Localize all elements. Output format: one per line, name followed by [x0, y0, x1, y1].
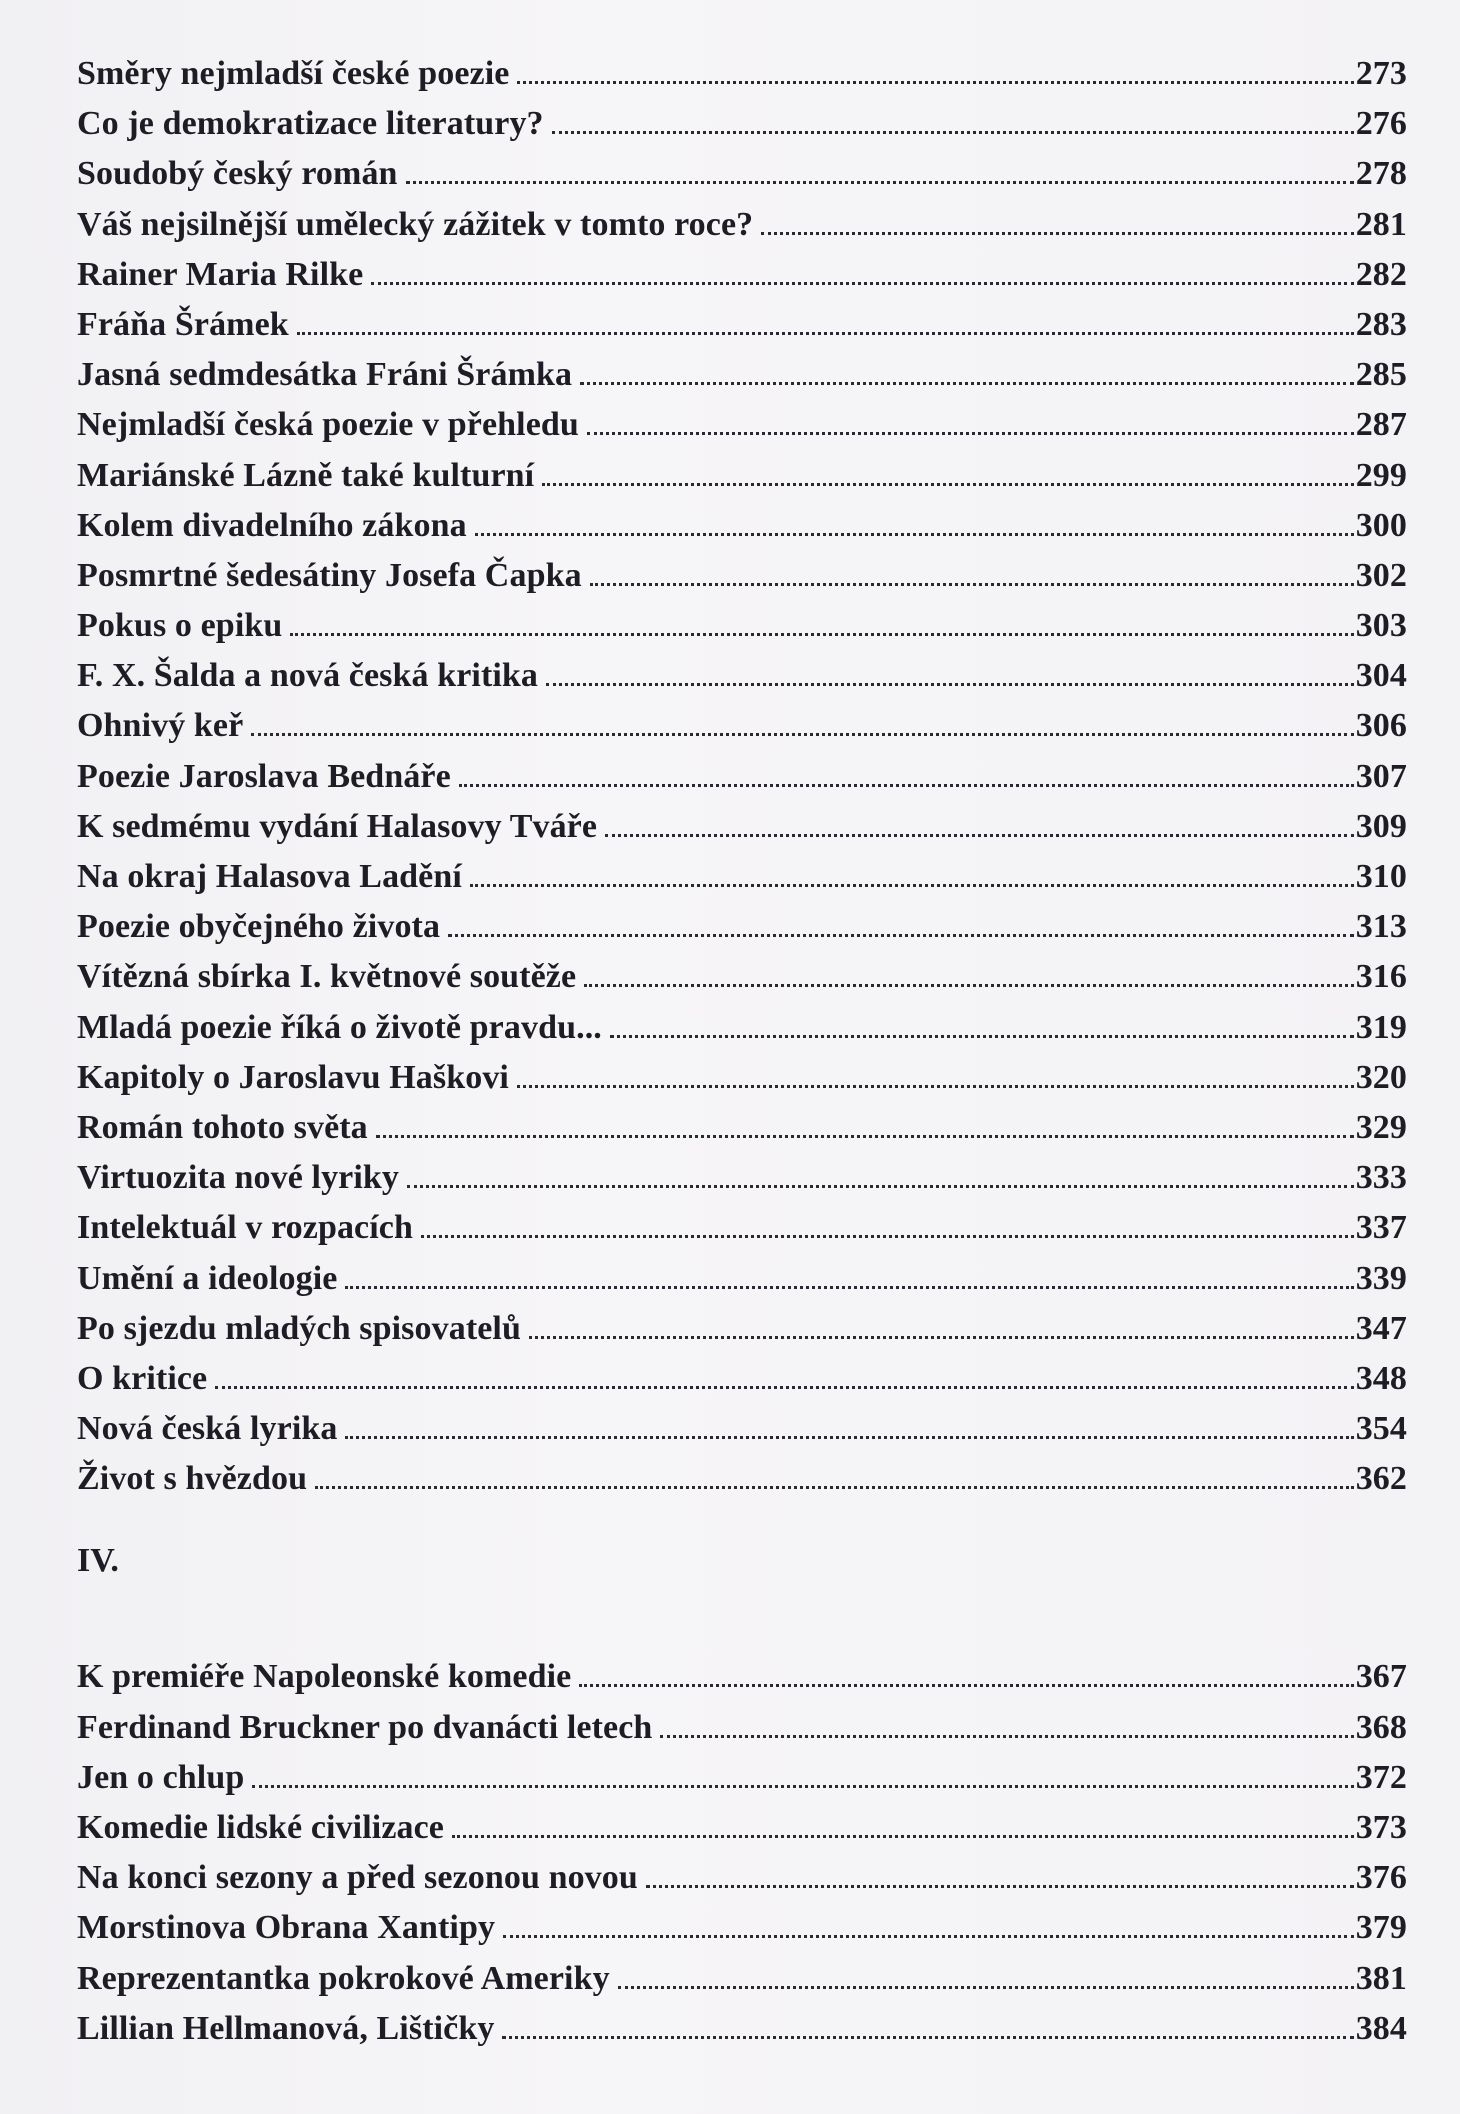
toc-entry-title: Kolem divadelního zákona: [77, 506, 467, 544]
toc-entry: [77, 701, 1407, 751]
toc-entry-page-number: 313: [1355, 908, 1407, 946]
toc-entry-title: Nová česká lyrika: [77, 1410, 338, 1448]
toc-entry-title: Co je demokratizace literatury?: [77, 105, 544, 143]
toc-entry: [77, 2004, 1407, 2054]
toc-entry-title: K premiéře Napoleonské komedie: [77, 1658, 572, 1696]
toc-entry: [77, 551, 1407, 601]
toc-entry-title: F. X. Šalda a nová česká kritika: [77, 657, 539, 695]
toc-entry: [77, 200, 1407, 250]
toc-entry: [77, 501, 1407, 551]
toc-entry: [77, 752, 1407, 802]
toc-entry-title: Virtuozita nové lyriky: [77, 1159, 400, 1197]
toc-entry: [77, 802, 1407, 852]
toc-entry-page-number: 379: [1355, 1909, 1407, 1947]
dot-leader: [660, 1735, 1353, 1738]
toc-entry-page-number: 282: [1355, 255, 1407, 293]
table-of-contents: [77, 49, 1407, 2054]
toc-entry-title: Směry nejmladší české poezie: [77, 55, 510, 92]
dot-leader: [452, 1835, 1354, 1838]
toc-entry: [77, 1954, 1407, 2004]
toc-entry: [77, 1354, 1407, 1404]
toc-entry: [77, 1304, 1407, 1354]
dot-leader: [503, 1935, 1354, 1938]
toc-entry-title: Váš nejsilnější umělecký zážitek v tomto roce?: [77, 205, 754, 243]
toc-entry-title: K sedmému vydání Halasovy Tváře: [77, 807, 598, 845]
toc-entry-page-number: 300: [1355, 506, 1407, 544]
toc-entry-page-number: 276: [1355, 105, 1407, 143]
dot-leader: [761, 232, 1353, 235]
toc-entry-page-number: 354: [1355, 1410, 1407, 1448]
dot-leader: [517, 1085, 1354, 1088]
dot-leader: [587, 432, 1354, 435]
toc-entry-title: Na konci sezony a před sezonou novou: [77, 1859, 638, 1897]
toc-entry: [77, 1003, 1407, 1053]
dot-leader: [345, 1286, 1353, 1289]
toc-entry-page-number: 278: [1355, 155, 1407, 193]
dot-leader: [618, 1986, 1354, 1989]
toc-entry-title: O kritice: [77, 1359, 208, 1397]
dot-leader: [371, 282, 1353, 285]
dot-leader: [502, 2036, 1353, 2039]
toc-entry: [77, 601, 1407, 651]
toc-entry-page-number: 273: [1355, 55, 1407, 92]
toc-entry-title: Jen o chlup: [77, 1758, 245, 1796]
toc-entry-page-number: 339: [1355, 1259, 1407, 1297]
toc-entry: [77, 1203, 1407, 1253]
toc-entry: [77, 250, 1407, 300]
toc-entry: [77, 1254, 1407, 1304]
toc-entry: [77, 400, 1407, 450]
toc-entry: [77, 1903, 1407, 1953]
toc-entry-page-number: 309: [1355, 807, 1407, 845]
toc-section-3: [77, 49, 1407, 1504]
dot-leader: [315, 1486, 1354, 1489]
toc-entry-page-number: 316: [1355, 958, 1407, 996]
dot-leader: [552, 131, 1354, 134]
toc-section-4: [77, 1652, 1407, 2054]
toc-entry-page-number: 333: [1355, 1159, 1407, 1197]
dot-leader: [290, 633, 1353, 636]
toc-entry-page-number: 287: [1355, 406, 1407, 444]
dot-leader: [590, 583, 1354, 586]
toc-entry-page-number: 362: [1355, 1460, 1407, 1498]
toc-entry: [77, 451, 1407, 501]
toc-entry-title: Pokus o epiku: [77, 607, 283, 645]
toc-entry-title: Román tohoto světa: [77, 1108, 368, 1146]
toc-entry-title: Fráňa Šrámek: [77, 305, 289, 343]
toc-entry-page-number: 347: [1355, 1309, 1407, 1347]
toc-entry-title: Komedie lidské civilizace: [77, 1809, 444, 1846]
toc-entry: [77, 49, 1407, 99]
dot-leader: [252, 1785, 1353, 1788]
toc-entry: [77, 1103, 1407, 1153]
toc-entry-title: Rainer Maria Rilke: [77, 255, 364, 293]
toc-entry: [77, 149, 1407, 199]
toc-entry: [77, 1454, 1407, 1504]
toc-entry-title: Na okraj Halasova Ladění: [77, 858, 462, 895]
dot-leader: [584, 984, 1353, 987]
toc-entry-title: Soudobý český román: [77, 155, 398, 193]
dot-leader: [579, 1684, 1353, 1687]
toc-entry-page-number: 367: [1355, 1658, 1407, 1696]
toc-entry: [77, 852, 1407, 902]
toc-entry-title: Poezie Jaroslava Bednáře: [77, 757, 451, 795]
toc-entry-title: Reprezentantka pokrokové Ameriky: [77, 1959, 610, 1997]
toc-entry: [77, 300, 1407, 350]
dot-leader: [517, 81, 1353, 84]
toc-entry-title: Kapitoly o Jaroslavu Haškovi: [77, 1058, 509, 1096]
toc-entry-page-number: 372: [1355, 1758, 1407, 1796]
toc-entry-page-number: 348: [1355, 1359, 1407, 1397]
toc-entry: [77, 1753, 1407, 1803]
toc-entry-page-number: 373: [1355, 1809, 1407, 1846]
dot-leader: [475, 533, 1354, 536]
toc-entry-title: Nejmladší česká poezie v přehledu: [77, 406, 579, 444]
toc-entry-title: Ferdinand Bruckner po dvanácti letech: [77, 1708, 653, 1746]
toc-entry-page-number: 302: [1355, 556, 1407, 594]
toc-entry: [77, 350, 1407, 400]
toc-entry-page-number: 283: [1355, 305, 1407, 343]
toc-entry: [77, 1053, 1407, 1103]
toc-entry: [77, 651, 1407, 701]
dot-leader: [406, 181, 1354, 184]
dot-leader: [546, 683, 1354, 686]
toc-entry: [77, 952, 1407, 1002]
dot-leader: [610, 1035, 1354, 1038]
dot-leader: [251, 733, 1353, 736]
toc-entry-page-number: 306: [1355, 707, 1407, 745]
toc-entry-page-number: 303: [1355, 607, 1407, 645]
toc-entry: [77, 1853, 1407, 1903]
dot-leader: [459, 784, 1354, 787]
dot-leader: [542, 483, 1353, 486]
section-heading: IV.: [77, 1542, 119, 1580]
toc-entry-page-number: 285: [1355, 356, 1407, 394]
toc-entry-title: Posmrtné šedesátiny Josefa Čapka: [77, 556, 582, 594]
toc-entry-page-number: 304: [1355, 657, 1407, 695]
toc-entry: [77, 1404, 1407, 1454]
toc-entry: [77, 1652, 1407, 1702]
toc-entry-page-number: 281: [1355, 205, 1407, 243]
dot-leader: [297, 332, 1354, 335]
toc-entry: [77, 1803, 1407, 1853]
dot-leader: [646, 1885, 1354, 1888]
dot-leader: [407, 1185, 1354, 1188]
toc-entry: [77, 1703, 1407, 1753]
toc-entry-title: Mladá poezie říká o životě pravdu...: [77, 1008, 602, 1046]
toc-entry-page-number: 381: [1355, 1959, 1407, 1997]
toc-entry-title: Ohnivý keř: [77, 707, 244, 745]
toc-entry-page-number: 307: [1355, 757, 1407, 795]
toc-entry-title: Vítězná sbírka I. květnové soutěže: [77, 958, 577, 996]
toc-entry-page-number: 329: [1355, 1108, 1407, 1146]
dot-leader: [580, 382, 1354, 385]
toc-entry-title: Jasná sedmdesátka Fráni Šrámka: [77, 356, 573, 394]
toc-entry-title: Intelektuál v rozpacích: [77, 1209, 413, 1247]
toc-entry-page-number: 384: [1355, 2009, 1407, 2047]
toc-entry-page-number: 319: [1355, 1008, 1407, 1046]
toc-entry-title: Poezie obyčejného života: [77, 908, 441, 946]
dot-leader: [470, 884, 1354, 887]
toc-entry-title: Umění a ideologie: [77, 1259, 338, 1297]
dot-leader: [215, 1386, 1353, 1389]
toc-entry-page-number: 310: [1355, 858, 1407, 895]
dot-leader: [376, 1135, 1354, 1138]
toc-entry-page-number: 376: [1355, 1859, 1407, 1897]
toc-entry-page-number: 368: [1355, 1708, 1407, 1746]
toc-entry-page-number: 320: [1355, 1058, 1407, 1096]
toc-entry: [77, 1153, 1407, 1203]
toc-entry: [77, 99, 1407, 149]
toc-entry-title: Morstinova Obrana Xantipy: [77, 1909, 496, 1947]
toc-entry-title: Lillian Hellmanová, Lištičky: [77, 2009, 495, 2047]
toc-entry-title: Život s hvězdou: [77, 1460, 308, 1498]
dot-leader: [345, 1436, 1353, 1439]
toc-entry: [77, 902, 1407, 952]
toc-entry-title: Po sjezdu mladých spisovatelů: [77, 1309, 521, 1347]
toc-entry-page-number: 299: [1355, 456, 1407, 494]
dot-leader: [421, 1235, 1354, 1238]
dot-leader: [448, 934, 1354, 937]
dot-leader: [529, 1336, 1354, 1339]
toc-entry-title: Mariánské Lázně také kulturní: [77, 456, 535, 494]
toc-entry-page-number: 337: [1355, 1209, 1407, 1247]
dot-leader: [605, 834, 1354, 837]
